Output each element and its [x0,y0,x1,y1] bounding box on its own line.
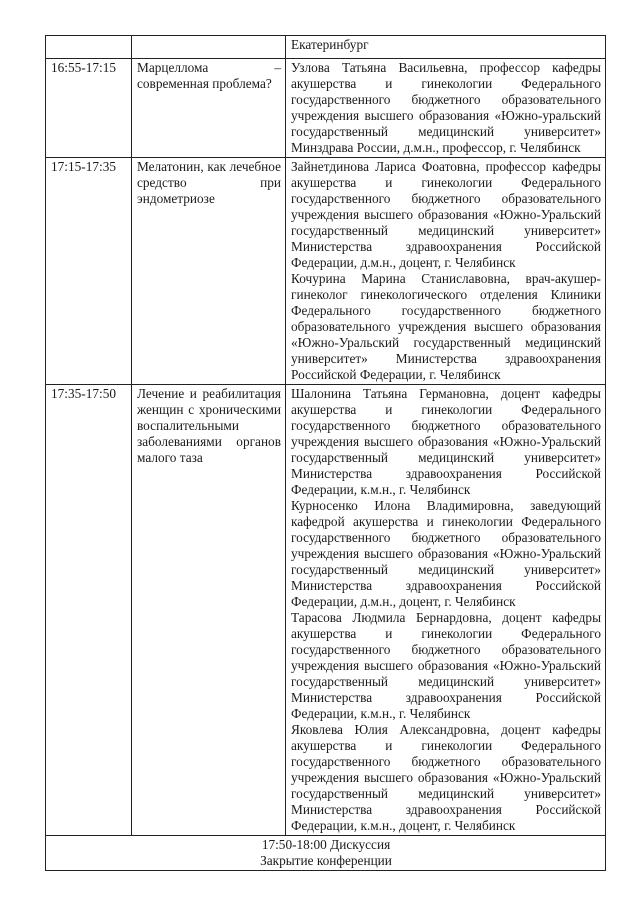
topic-cell: Марцеллома – современная проблема? [132,59,286,158]
table-row [46,36,606,59]
table-row [46,158,606,385]
speaker-entry: Кочурина Марина Станиславовна, врач-акушер-гинеколог гинекологического отделения Клиники Федерального государственного бюджетного образовательного учреждения высшего образования «Южно-Уральский государственный медицинский университет» Министерства здравоохранения Российской Федерации, г. Челябинск [291,271,601,382]
speaker-entry: Екатеринбург [291,37,369,52]
topic-cell [132,36,286,59]
program-table [45,35,606,871]
speaker-entry: Тарасова Людмила Бернардовна, доцент кафедры акушерства и гинекологии Федерального государственного бюджетного образовательного учреждения высшего образования «Южно-Уральский государственный медицинский университет» Министерства здравоохранения Российской Федерации, к.м.н., г. Челябинск [291,610,601,721]
discussion-line: 17:50-18:00 Дискуссия [261,837,391,852]
table-row [46,59,606,158]
speaker-entry: Курносенко Илона Владимировна, заведующий кафедрой акушерства и гинекологии Федерального государственного бюджетного образовательного учреждения высшего образования «Южно-Уральский государственный медицинский университет» Министерства здравоохранения Российской Федерации, д.м.н., доцент, г. Челябинск [291,498,601,609]
topic-cell: Лечение и реабилитация женщин с хроническими воспалительными заболеваниями органов малого таза [132,385,286,836]
speaker-entry: Шалонина Татьяна Германовна, доцент кафедры акушерства и гинекологии Федерального государственного бюджетного образовательного учреждения высшего образования «Южно-Уральский государственный медицинский университет» Министерства здравоохранения Российской Федерации, к.м.н., г. Челябинск [291,386,601,497]
footer-cell [46,836,606,871]
speaker-entry: Яковлева Юлия Александровна, доцент кафедры акушерства и гинекологии Федерального государственного бюджетного образовательного учреждения высшего образования «Южно-Уральский государственный медицинский университет» Министерства здравоохранения Российской Федерации, к.м.н., доцент, г. Челябинск [291,722,601,833]
time-cell: 16:55-17:15 [46,59,132,158]
footer-row [46,836,606,871]
time-cell [46,36,132,59]
speaker-entry: Зайнетдинова Лариса Фоатовна, профессор кафедры акушерства и гинекологии Федерального государственного бюджетного образовательного учреждения высшего образования «Южно-Уральский государственный медицинский университет» Министерства здравоохранения Российской Федерации, д.м.н., доцент, г. Челябинск [291,159,601,270]
closing-line: Закрытие конференции [260,853,392,868]
speakers-cell [286,59,606,158]
time-cell: 17:15-17:35 [46,158,132,385]
speakers-cell [286,385,606,836]
speakers-cell [286,158,606,385]
table-row [46,385,606,836]
speakers-cell [286,36,606,59]
speaker-entry: Узлова Татьяна Васильевна, профессор кафедры акушерства и гинекологии Федерального государственного бюджетного образовательного учреждения высшего образования «Южно-уральский государственный медицинский университет» Минздрава России, д.м.н., профессор, г. Челябинск [291,60,601,155]
topic-cell: Мелатонин, как лечебное средство при эндометриозе [132,158,286,385]
time-cell: 17:35-17:50 [46,385,132,836]
